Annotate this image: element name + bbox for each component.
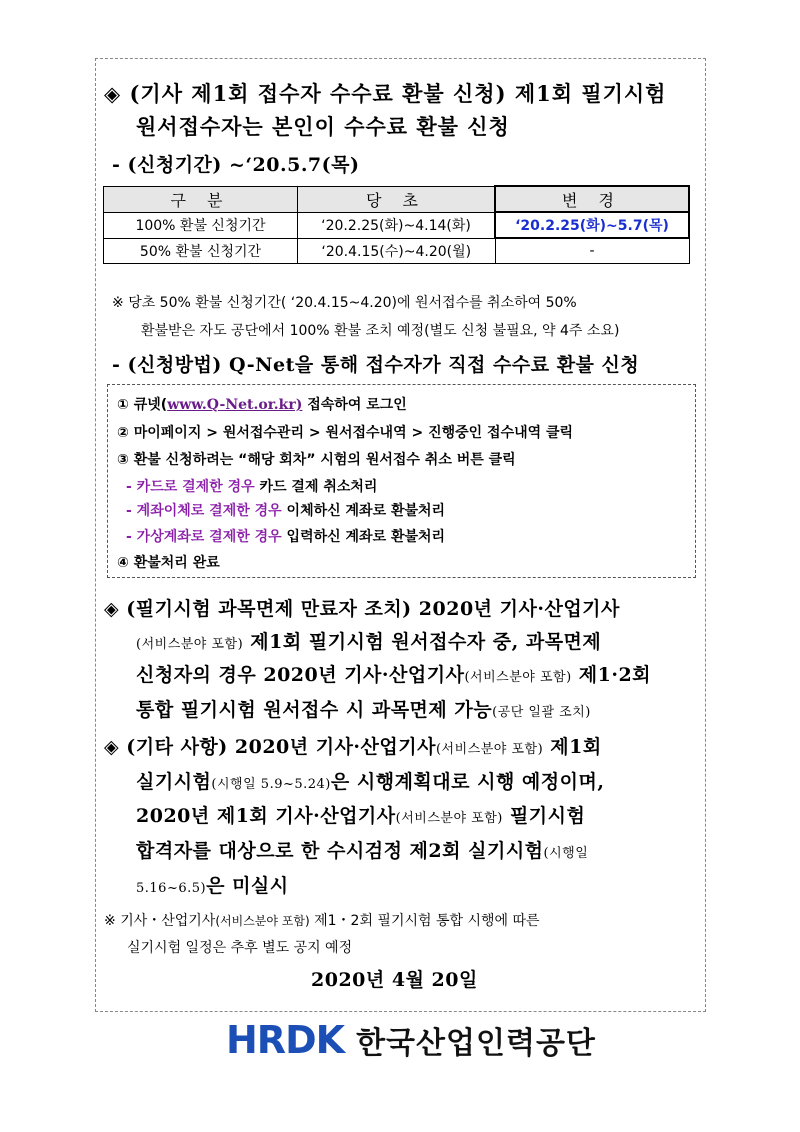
- step-4: ④ 환불처리 완료: [117, 555, 220, 571]
- step-virtual: - 가상계좌로 결제한 경우 입력하신 계좌로 환불처리: [126, 529, 446, 545]
- refund-period-table: [103, 185, 690, 264]
- section3-line5: 5.16~6.5)은 미실시: [136, 875, 289, 897]
- application-method: - (신청방법) Q-Net을 통해 접수자가 직접 수수료 환불 신청: [112, 354, 640, 376]
- notice-date: 2020년 4월 20일: [311, 969, 478, 991]
- note1-line2: 환불받은 자도 공단에서 100% 환불 조치 예정(별도 신청 불필요, 약 4주 소요): [141, 323, 620, 339]
- section1-title-line2: 원서접수자는 본인이 수수료 환불 신청: [136, 114, 510, 139]
- reference-mark-icon: ※: [112, 295, 124, 311]
- step-1: ① 큐넷(www.Q-Net.or.kr) 접속하여 로그인: [117, 397, 407, 413]
- reference-mark-icon: ※: [104, 913, 116, 929]
- col-header-changed: 변 경: [495, 186, 689, 212]
- qnet-link[interactable]: www.Q-Net.or.kr): [167, 397, 303, 413]
- diamond-bullet-icon: ◈: [104, 736, 120, 758]
- table-cell: 50% 환불 신청기간: [104, 238, 298, 264]
- diamond-bullet-icon: ◈: [104, 598, 120, 620]
- table-cell-highlight: ‘20.2.25(화)~5.7(목): [495, 212, 689, 238]
- table-row: [104, 238, 690, 264]
- section3-line1: ◈ (기타 사항) 2020년 기사·산업기사(서비스분야 포함) 제1회: [104, 736, 602, 758]
- logo-mark: HRDK: [226, 1018, 345, 1062]
- step-card: - 카드로 결제한 경우 카드 결제 취소처리: [126, 479, 378, 495]
- step-3: ③ 환불 신청하려는 “해당 회차” 시험의 원서접수 취소 버튼 클릭: [117, 452, 516, 468]
- table-cell: ‘20.2.25(화)~4.14(화): [298, 212, 496, 238]
- section3-line3: 2020년 제1회 기사·산업기사(서비스분야 포함) 필기시험: [136, 805, 586, 827]
- section1-title-line1: ◈ (기사 제1회 접수자 수수료 환불 신청) 제1회 필기시험: [104, 81, 667, 106]
- section2-line1: ◈ (필기시험 과목면제 만료자 조치) 2020년 기사·산업기사: [104, 598, 620, 620]
- col-header-original: 당 초: [298, 186, 496, 212]
- table-header-row: [104, 186, 690, 212]
- diamond-bullet-icon: ◈: [104, 81, 122, 106]
- hrdk-logo: [226, 1018, 596, 1062]
- section3-line2: 실기시험(시행일 5.9~5.24)은 시행계획대로 시행 예정이며,: [136, 771, 605, 793]
- section2-line4: 통합 필기시험 원서접수 시 과목면제 가능(공단 일괄 조치): [136, 699, 591, 721]
- note1-line1: ※ 당초 50% 환불 신청기간( ‘20.4.15~4.20)에 원서접수를 취소하여 50%: [112, 295, 577, 311]
- table-cell: -: [495, 238, 689, 264]
- col-header-category: 구 분: [104, 186, 298, 212]
- step-transfer: - 계좌이체로 결제한 경우 이체하신 계좌로 환불처리: [126, 503, 446, 519]
- table-cell: ‘20.4.15(수)~4.20(월): [298, 238, 496, 264]
- section3-line4: 합격자를 대상으로 한 수시검정 제2회 실기시험(시행일: [136, 840, 589, 862]
- step-2: ② 마이페이지 > 원서접수관리 > 원서접수내역 > 진행중인 접수내역 클릭: [117, 425, 574, 441]
- table-row: [104, 212, 690, 238]
- note2-line2: 실기시험 일정은 추후 별도 공지 예정: [127, 940, 353, 956]
- section2-line3: 신청자의 경우 2020년 기사·산업기사(서비스분야 포함) 제1·2회: [136, 664, 652, 686]
- section2-line2: (서비스분야 포함) 제1회 필기시험 원서접수자 중, 과목면제: [136, 631, 602, 653]
- table-cell: 100% 환불 신청기간: [104, 212, 298, 238]
- logo-org-name: 한국산업인력공단: [356, 1026, 596, 1061]
- application-period: - (신청기간) ~‘20.5.7(목): [112, 154, 360, 176]
- note2-line1: ※ 기사・산업기사(서비스분야 포함) 제1・2회 필기시험 통합 시행에 따른: [104, 913, 540, 929]
